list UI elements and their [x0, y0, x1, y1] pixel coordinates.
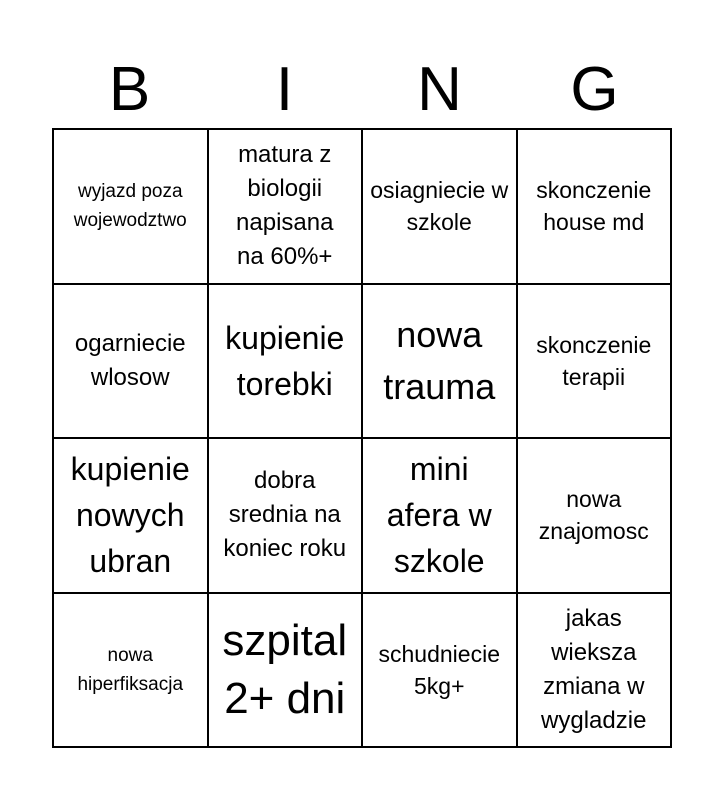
bingo-cell-3-3[interactable] — [363, 439, 518, 594]
cell-text: osiagniecie w szkole — [370, 177, 509, 236]
bingo-cell-2-1[interactable] — [54, 285, 209, 440]
header-letter-b: B — [108, 55, 151, 124]
cell-text: nowa znajomosc — [538, 486, 649, 545]
bingo-card — [52, 128, 672, 748]
cell-text: szpital 2+ dni — [222, 615, 348, 723]
cell-text: ogarniecie wlosow — [74, 329, 186, 391]
bingo-cell-3-1[interactable] — [54, 439, 209, 594]
cell-text: nowa hiperfiksacja — [77, 644, 184, 695]
bingo-cell-1-4[interactable] — [518, 130, 673, 285]
cell-text: skonczenie terapii — [536, 331, 652, 390]
cell-text: mini afera w szkole — [386, 451, 492, 580]
bingo-cell-2-4[interactable] — [518, 285, 673, 440]
bingo-cell-4-4[interactable] — [518, 594, 673, 749]
bingo-cell-4-3[interactable] — [363, 594, 518, 749]
bingo-cell-3-2[interactable] — [209, 439, 364, 594]
cell-text: schudniecie 5kg+ — [378, 640, 500, 699]
cell-text: skonczenie house md — [536, 177, 652, 236]
cell-text: jakas wieksza zmiana w wygladzie — [541, 604, 647, 734]
bingo-cell-4-1[interactable] — [54, 594, 209, 749]
cell-text: nowa trauma — [383, 313, 496, 407]
bingo-cell-1-2[interactable] — [209, 130, 364, 285]
header-letter-g: G — [570, 55, 619, 124]
bingo-cell-2-2[interactable] — [209, 285, 364, 440]
cell-text: matura z biologii napisana na 60%+ — [236, 141, 334, 271]
bingo-cell-4-2[interactable] — [209, 594, 364, 749]
cell-text: kupienie nowych ubran — [70, 451, 190, 580]
bingo-header — [52, 55, 672, 125]
header-letter-n: N — [417, 55, 462, 124]
bingo-cell-1-1[interactable] — [54, 130, 209, 285]
bingo-cell-2-3[interactable] — [363, 285, 518, 440]
cell-text: dobra srednia na koniec roku — [223, 467, 347, 563]
bingo-cell-1-3[interactable] — [363, 130, 518, 285]
header-letter-i: I — [275, 55, 294, 124]
cell-text: kupienie torebki — [225, 319, 345, 402]
bingo-cell-3-4[interactable] — [518, 439, 673, 594]
cell-text: wyjazd poza wojewodztwo — [73, 181, 187, 232]
